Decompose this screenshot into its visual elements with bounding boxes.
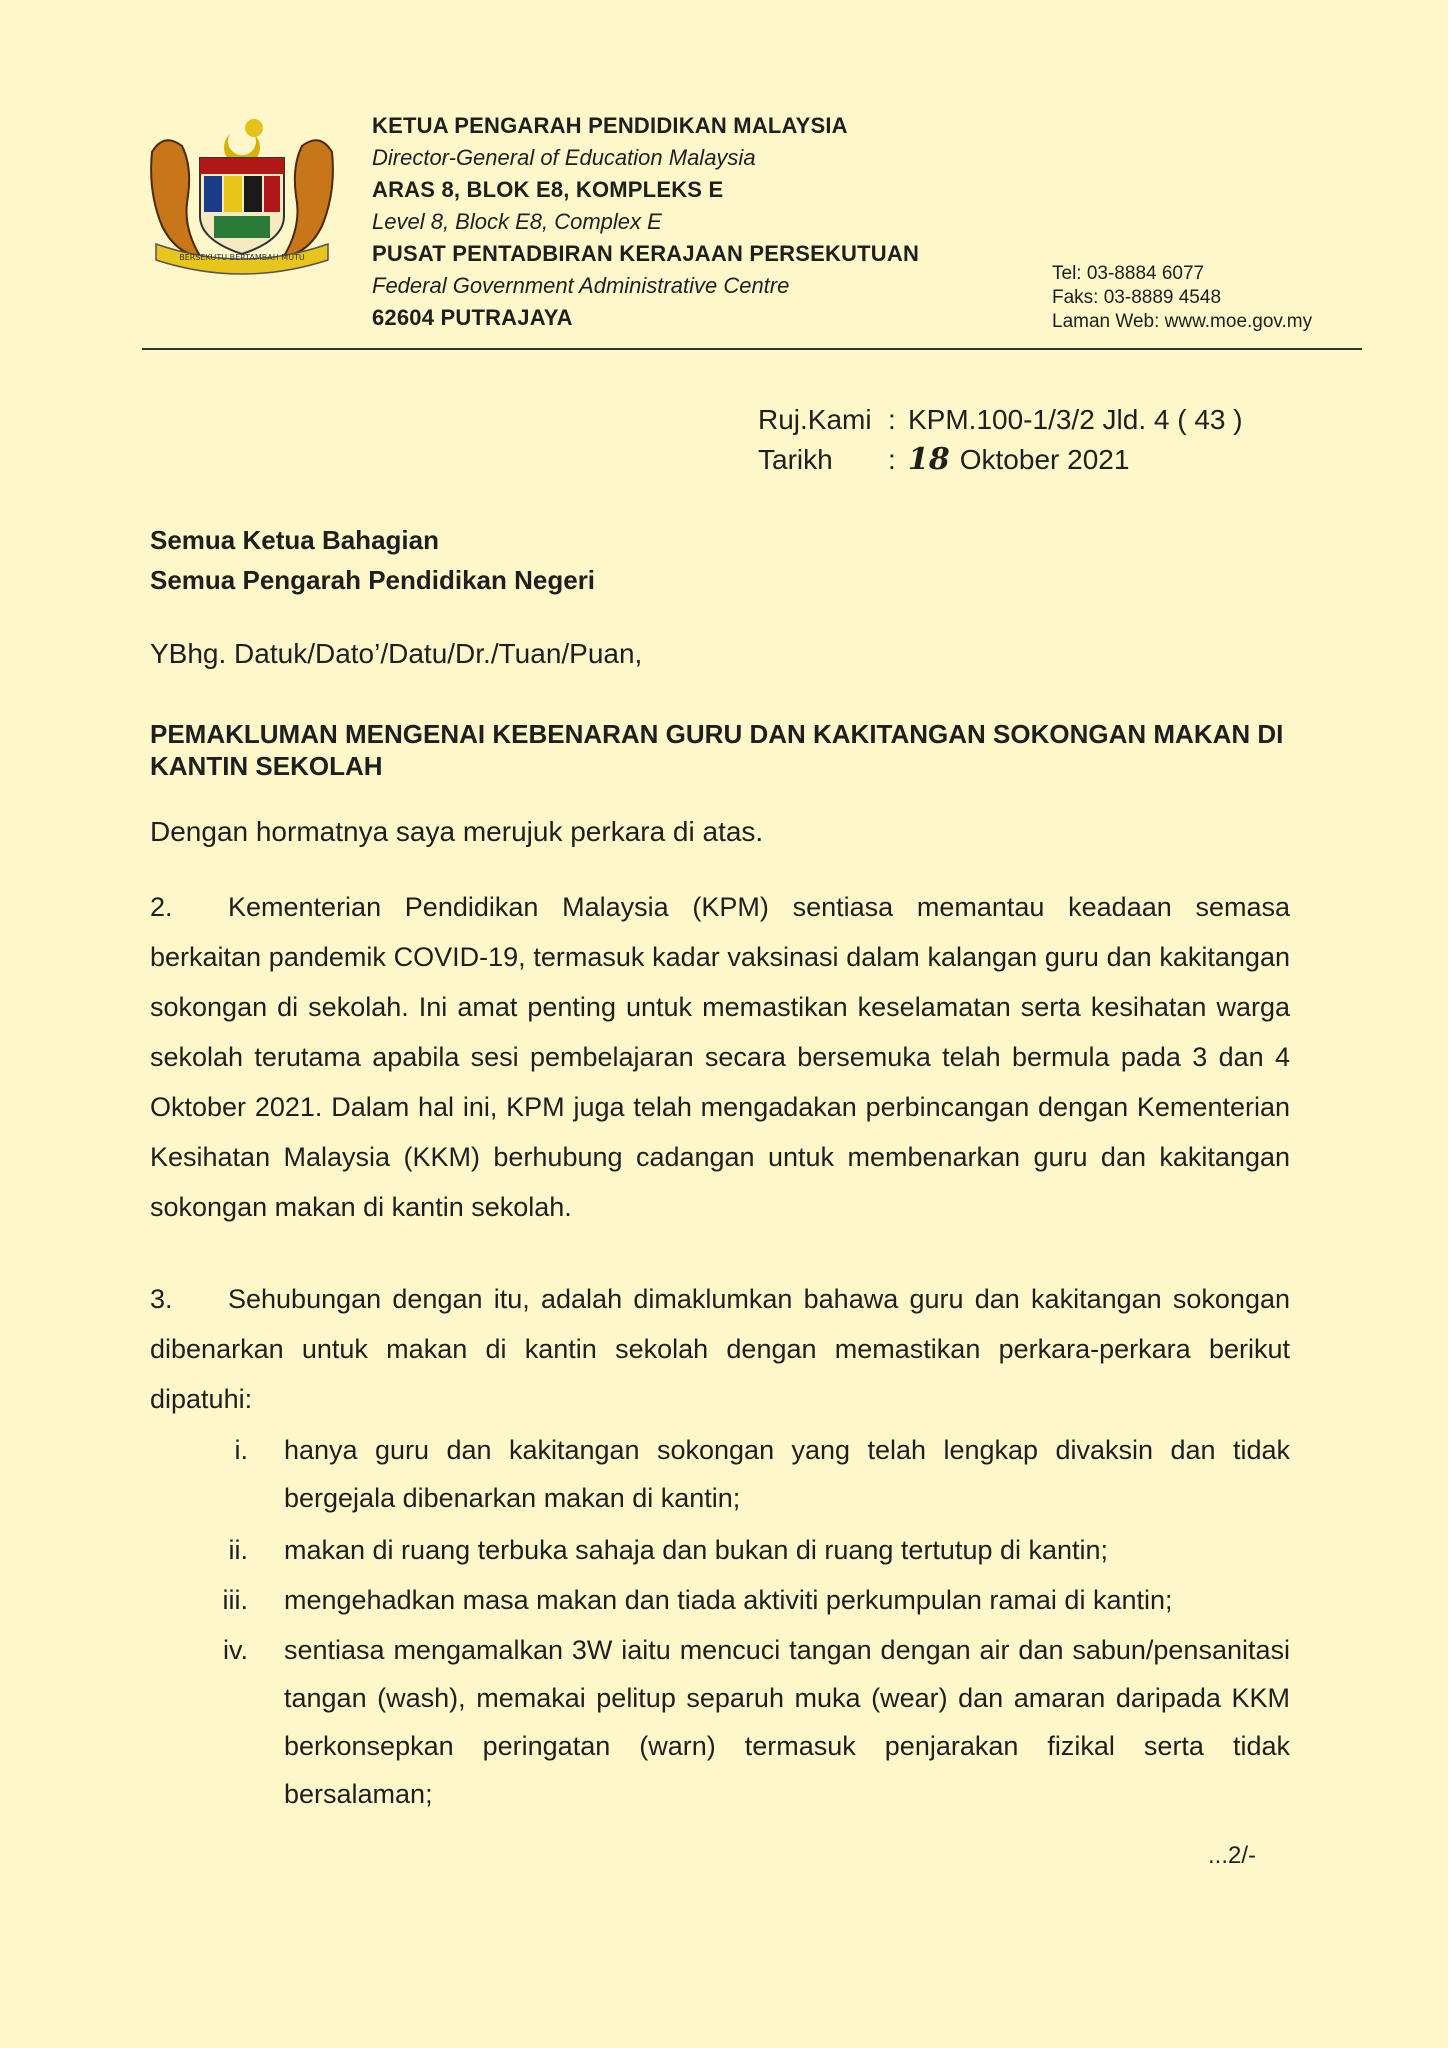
crest-motto: BERSEKUTU BERTAMBAH MUTU bbox=[179, 253, 305, 262]
letterhead-address-1-en: Level 8, Block E8, Complex E bbox=[372, 209, 662, 234]
reference-block bbox=[758, 400, 1243, 480]
subject-heading: PEMAKLUMAN MENGENAI KEBENARAN GURU DAN KAKITANGAN SOKONGAN MAKAN DI KANTIN SEKOLAH bbox=[150, 719, 1284, 781]
ref-value: KPM.100-1/3/2 Jld. 4 ( 43 ) bbox=[908, 404, 1243, 435]
recipient-line: Semua Ketua Bahagian bbox=[150, 525, 439, 555]
paragraph-text: Sehubungan dengan itu, adalah dimaklumkan bahawa guru dan kakitangan sokongan dibenarkan untuk makan di kantin sekolah dengan memastikan perkara-perkara berikut dipatuhi: bbox=[150, 1284, 1290, 1414]
contact-fax: Faks: 03-8889 4548 bbox=[1052, 287, 1222, 308]
opening-line: Dengan hormatnya saya merujuk perkara di atas. bbox=[150, 816, 764, 847]
contact-web: Laman Web: www.moe.gov.my bbox=[1052, 311, 1313, 332]
list-marker: iii. bbox=[222, 1585, 248, 1615]
paragraph-number: 2. bbox=[150, 892, 173, 922]
ref-colon: : bbox=[888, 404, 896, 435]
paragraph-2 bbox=[150, 882, 1290, 1232]
coat-of-arms-logo bbox=[142, 112, 342, 282]
date-colon: : bbox=[888, 444, 896, 475]
list-text: sentiasa mengamalkan 3W iaitu mencuci tangan dengan air dan sabun/pensanitasi tangan (wash), memakai pelitup separuh muka (wear) dan amaran daripada KKM berkonsepkan peringatan (warn) termasuk penjarakan fizikal serta tidak bersalaman; bbox=[284, 1635, 1290, 1809]
list-marker: ii. bbox=[228, 1535, 248, 1565]
list-marker: i. bbox=[234, 1435, 248, 1465]
paragraph-text: Kementerian Pendidikan Malaysia (KPM) sentiasa memantau keadaan semasa berkaitan pandemik COVID-19, termasuk kadar vaksinasi dalam kalangan guru dan kakitangan sokongan di sekolah. Ini amat penting untuk memastikan keselamatan serta kesihatan warga sekolah terutama apabila sesi pembelajaran secara bersemuka telah bermula pada 3 dan 4 Oktober 2021. Dalam hal ini, KPM juga telah mengadakan perbincangan dengan Kementerian Kesihatan Malaysia (KKM) berhubung cadangan untuk membenarkan guru dan kakitangan sokongan makan di kantin sekolah. bbox=[150, 892, 1290, 1222]
list-text: makan di ruang terbuka sahaja dan bukan di ruang tertutup di kantin; bbox=[284, 1535, 1109, 1565]
ref-label: Ruj.Kami bbox=[758, 404, 872, 435]
recipients bbox=[150, 520, 595, 600]
letterhead-address-2: PUSAT PENTADBIRAN KERAJAAN PERSEKUTUAN bbox=[372, 241, 920, 266]
letterhead-address-2-en: Federal Government Administrative Centre bbox=[372, 273, 790, 298]
letterhead-title: KETUA PENGARAH PENDIDIKAN MALAYSIA bbox=[372, 113, 848, 138]
paragraph-number: 3. bbox=[150, 1284, 173, 1314]
list-text: hanya guru dan kakitangan sokongan yang telah lengkap divaksin dan tidak bergejala dibenarkan makan di kantin; bbox=[284, 1435, 1290, 1513]
date-month-year: Oktober 2021 bbox=[959, 444, 1130, 475]
continuation-marker: ...2/- bbox=[1208, 1842, 1257, 1869]
letterhead-title-en: Director-General of Education Malaysia bbox=[372, 145, 756, 170]
letterhead-postcode: 62604 PUTRAJAYA bbox=[372, 305, 573, 330]
list-marker: iv. bbox=[223, 1635, 248, 1665]
recipient-line: Semua Pengarah Pendidikan Negeri bbox=[150, 565, 596, 595]
date-label: Tarikh bbox=[758, 444, 833, 475]
letterhead-divider bbox=[142, 348, 1362, 350]
date-day-handwritten: 18 bbox=[908, 442, 950, 477]
letterhead bbox=[372, 110, 919, 334]
letterhead-address-1: ARAS 8, BLOK E8, KOMPLEKS E bbox=[372, 177, 724, 202]
contact-block bbox=[1052, 262, 1312, 334]
salutation: YBhg. Datuk/Dato’/Datu/Dr./Tuan/Puan, bbox=[150, 638, 643, 669]
list-text: mengehadkan masa makan dan tiada aktiviti perkumpulan ramai di kantin; bbox=[284, 1585, 1173, 1615]
paragraph-3 bbox=[150, 1274, 1290, 1424]
contact-tel: Tel: 03-8884 6077 bbox=[1052, 263, 1205, 284]
